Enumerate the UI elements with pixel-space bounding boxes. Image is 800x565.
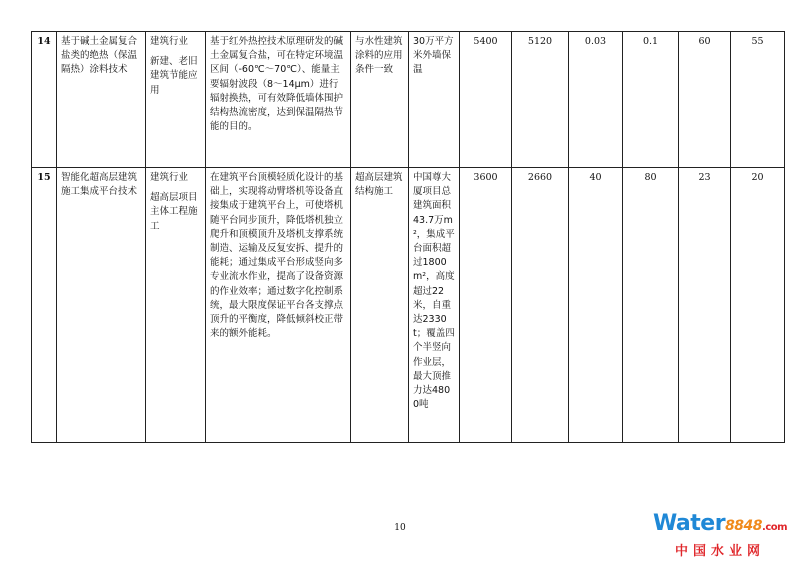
value-cell: 5400 bbox=[460, 32, 512, 168]
scope: 新建、老旧建筑节能应用 bbox=[150, 56, 198, 96]
logo-suffix: .com bbox=[762, 522, 788, 533]
value-cell: 2660 bbox=[512, 168, 569, 443]
value-cell: 55 bbox=[731, 32, 785, 168]
watermark-logo bbox=[650, 512, 790, 559]
value-cell: 0.1 bbox=[623, 32, 679, 168]
value-cell: 40 bbox=[569, 168, 623, 443]
industry: 建筑行业 bbox=[150, 172, 189, 183]
tech-description: 基于红外热控技术原理研发的碱土金属复合盐，可在特定环境温区间（-60℃～70℃）、能量主要辐射波段（8～14μm）进行辐射换热，可有效降低墙体围护结构热流密度，达到保温隔热节能的目的。 bbox=[206, 32, 351, 168]
tech-name: 智能化超高层建筑施工集成平台技术 bbox=[57, 168, 146, 443]
tech-name: 基于碱土金属复合盐类的绝热（保温隔热）涂料技术 bbox=[57, 32, 146, 168]
typical-case: 中国尊大厦项目总建筑面积43.7万m²，集成平台面积超过1800m²，高度超过22米，自重达2330t；覆盖四个半竖向作业层，最大顶推力达4800吨 bbox=[409, 168, 460, 443]
row-index: 15 bbox=[32, 168, 57, 443]
typical-case: 30万平方米外墙保温 bbox=[409, 32, 460, 168]
value-cell: 20 bbox=[731, 168, 785, 443]
application-condition: 超高层建筑结构施工 bbox=[351, 168, 409, 443]
value-cell: 23 bbox=[679, 168, 731, 443]
value-cell: 0.03 bbox=[569, 32, 623, 168]
logo-chinese-name: 中国水业网 bbox=[674, 544, 765, 559]
industry: 建筑行业 bbox=[150, 36, 189, 47]
table-row bbox=[32, 168, 785, 443]
scope: 超高层项目主体工程施工 bbox=[150, 192, 198, 232]
table-row bbox=[32, 32, 785, 168]
row-index: 14 bbox=[32, 32, 57, 168]
value-cell: 60 bbox=[679, 32, 731, 168]
page-number: 10 bbox=[394, 523, 406, 533]
logo-main: Water bbox=[652, 511, 726, 536]
tech-description: 在建筑平台顶模轻质化设计的基础上，实现将动臂塔机等设备直接集成于建筑平台上，可使塔机随平台同步顶升，降低塔机独立爬升和顶模顶升及塔机支撑系统制造、运输及反复安拆、提升的能耗；通过集成平台形成竖向多专业流水作业，提高了设备资源的作业效率；通过数字化控制系统，最大限度保证平台各支撑点顶升的平衡度，降低倾斜校正带来的额外能耗。 bbox=[206, 168, 351, 443]
application-condition: 与水性建筑涂料的应用条件一致 bbox=[351, 32, 409, 168]
technology-table bbox=[31, 31, 785, 443]
value-cell: 5120 bbox=[512, 32, 569, 168]
industry-cell bbox=[146, 32, 206, 168]
logo-wordmark bbox=[650, 512, 790, 540]
value-cell: 80 bbox=[623, 168, 679, 443]
industry-cell bbox=[146, 168, 206, 443]
value-cell: 3600 bbox=[460, 168, 512, 443]
logo-number: 8848 bbox=[725, 518, 763, 534]
